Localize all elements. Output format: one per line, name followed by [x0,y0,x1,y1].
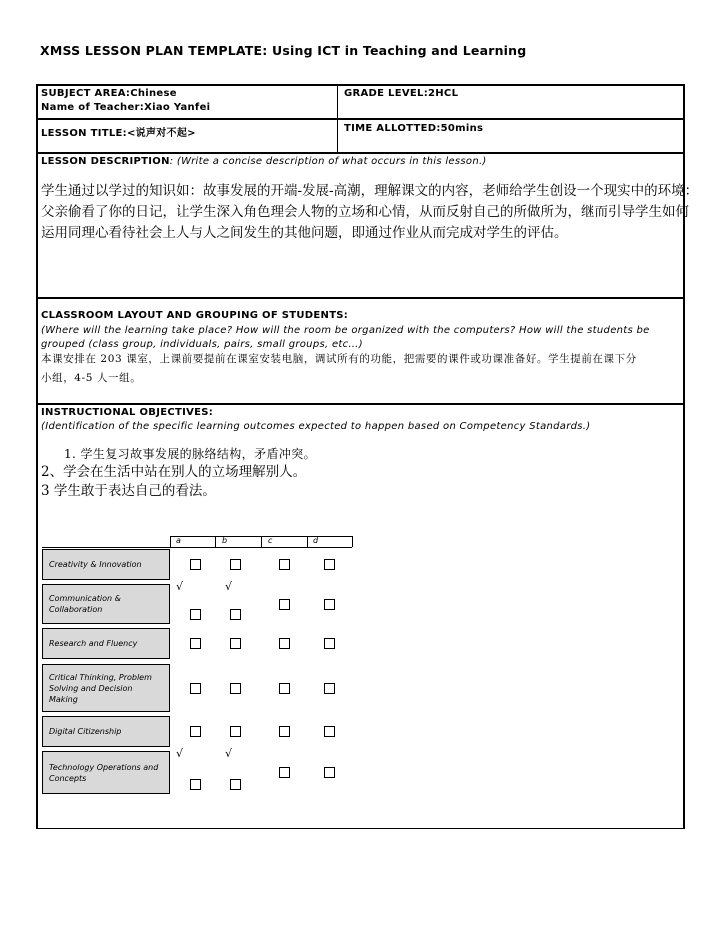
description-line-1: 学生通过以学过的知识如：故事发展的开端-发展-高潮，理解课文的内容，老师给学生创设一个现实中的环境： [41,183,699,199]
competency-checkbox[interactable] [324,726,335,737]
column-header-a: a [176,536,181,545]
time-allotted: TIME ALLOTTED:50mins [344,123,484,134]
check-mark-icon: √ [225,580,233,593]
description-line-3: 运用同理心看待社会上人与人之间发生的其他问题，即通过作业从而完成对学生的评估。 [41,225,568,241]
competency-checkbox[interactable] [279,599,290,610]
objective-3: 3 学生敢于表达自己的看法。 [41,483,216,499]
check-mark-icon: √ [176,580,184,593]
subject-area: SUBJECT AREA:Chinese [41,88,177,99]
competency-checkbox[interactable] [324,559,335,570]
teacher-name: Name of Teacher:Xiao Yanfei [41,102,211,113]
competency-label: Research and Fluency [42,628,170,659]
competency-checkbox[interactable] [324,683,335,694]
objective-2: 2、学会在生活中站在别人的立场理解别人。 [41,464,307,480]
row-divider [36,403,685,405]
competency-label: Creativity & Innovation [42,549,170,580]
description-hint: : (Write a concise description of what occurs in this lesson.) [169,156,487,167]
competency-checkbox[interactable] [230,726,241,737]
objectives-label: INSTRUCTIONAL OBJECTIVES: [41,407,214,418]
competency-checkbox[interactable] [230,609,241,620]
layout-line-1: 本课安排在 203 课室，上课前要提前在课室安装电脑，调试所有的功能，把需要的课件或功课准备好。学生提前在课下分 [41,353,637,365]
competency-checkbox[interactable] [190,609,201,620]
check-mark-icon: √ [176,747,184,760]
competency-checkbox[interactable] [230,559,241,570]
description-label: LESSON DESCRIPTION [41,156,170,167]
column-header-c: c [268,536,273,545]
grid-line [215,536,216,547]
row-divider [36,152,685,154]
row-divider [36,118,685,120]
check-mark-icon: √ [225,747,233,760]
column-header-b: b [222,536,228,545]
column-divider [337,85,338,152]
competency-checkbox[interactable] [279,683,290,694]
document-title: XMSS LESSON PLAN TEMPLATE: Using ICT in Teaching and Learning [40,43,527,58]
grade-level: GRADE LEVEL:2HCL [344,88,459,99]
grid-line [170,536,171,547]
competency-checkbox[interactable] [190,638,201,649]
competency-checkbox[interactable] [230,779,241,790]
description-line-2: 父亲偷看了你的日记，让学生深入角色理会人物的立场和心情，从而反射自己的所做所为，继而引导学生如何 [41,204,689,220]
column-header-d: d [313,536,319,545]
competency-checkbox[interactable] [230,683,241,694]
layout-label: CLASSROOM LAYOUT AND GROUPING OF STUDENTS: [41,310,349,321]
competency-label: Communication & Collaboration [42,584,170,624]
lesson-title: LESSON TITLE:<说声对不起> [41,128,196,139]
objectives-hint: (Identification of the specific learning outcomes expected to happen based on Competency Standards.) [41,421,591,432]
competency-checkbox[interactable] [324,638,335,649]
competency-checkbox[interactable] [279,726,290,737]
competency-checkbox[interactable] [230,638,241,649]
objective-1: 1. 学生复习故事发展的脉络结构，矛盾冲突。 [64,447,317,461]
layout-line-2: 小组，4-5 人一组。 [41,372,142,384]
grid-line [352,536,353,547]
competency-label: Critical Thinking, Problem Solving and Decision Making [42,664,170,712]
competency-checkbox[interactable] [324,767,335,778]
row-divider [36,297,685,299]
layout-hint-2: grouped (class group, individuals, pairs, small groups, etc…) [41,339,363,350]
layout-hint-1: (Where will the learning take place? How will the room be organized with the computers? How will the students be [41,325,650,336]
competency-grid [42,536,352,796]
competency-checkbox[interactable] [324,599,335,610]
competency-checkbox[interactable] [190,559,201,570]
competency-checkbox[interactable] [190,726,201,737]
competency-checkbox[interactable] [279,559,290,570]
competency-checkbox[interactable] [190,779,201,790]
competency-checkbox[interactable] [279,638,290,649]
grid-line [42,547,352,548]
description-header [41,156,487,167]
competency-label: Digital Citizenship [42,716,170,747]
grid-line [307,536,308,547]
competency-checkbox[interactable] [279,767,290,778]
competency-checkbox[interactable] [190,683,201,694]
competency-label: Technology Operations and Concepts [42,751,170,794]
grid-line [261,536,262,547]
